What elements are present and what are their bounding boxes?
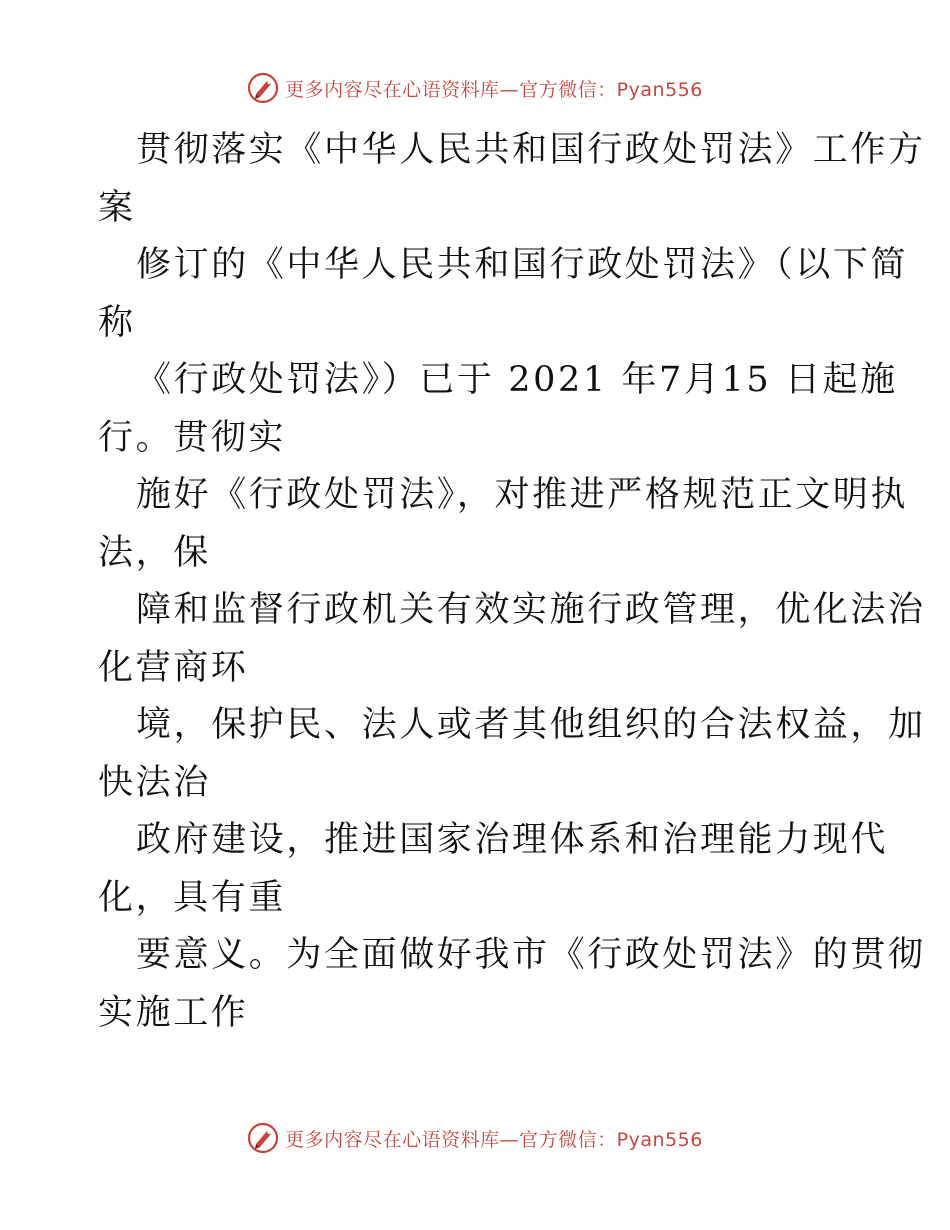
text-line: 政府建设，推进国家治理体系和治理能力现代 (136, 820, 889, 860)
footer-watermark (0, 1122, 950, 1154)
text-line: 施好《行政处罚法》，对推进严格规范正文明执 (136, 475, 909, 515)
text-line: 化营商环 (98, 647, 249, 688)
text-line: 要意义。为全面做好我市《行政处罚法》的贯彻 (136, 935, 926, 975)
text-line: 境，保护民、法人或者其他组织的合法权益，加 (136, 705, 926, 745)
text-line: 障和监督行政机关有效实施行政管理，优化法治 (136, 590, 926, 630)
text-line: 修订的《中华人民共和国行政处罚法》（以下简 (136, 245, 909, 285)
pen-logo-icon (247, 1122, 279, 1154)
header-watermark (0, 72, 950, 104)
text-line: 贯彻落实《中华人民共和国行政处罚法》工作方 (136, 130, 926, 170)
text-line: 称 (98, 302, 136, 343)
text-line: 《行政处罚法》）已于 2021 年7月15 日起施 (136, 360, 898, 400)
watermark-text: 更多内容尽在心语资料库—官方微信：Pyan556 (285, 1128, 703, 1151)
pen-logo-icon (247, 72, 279, 104)
text-line: 案 (98, 187, 136, 228)
text-line: 实施工作 (98, 992, 249, 1033)
text-line: 行。贯彻实 (98, 417, 287, 458)
watermark-text: 更多内容尽在心语资料库—官方微信：Pyan556 (285, 78, 703, 101)
text-line: 化，具有重 (98, 877, 287, 918)
text-line: 法，保 (98, 532, 211, 573)
document-body (98, 122, 926, 1042)
text-line: 快法治 (98, 762, 211, 803)
